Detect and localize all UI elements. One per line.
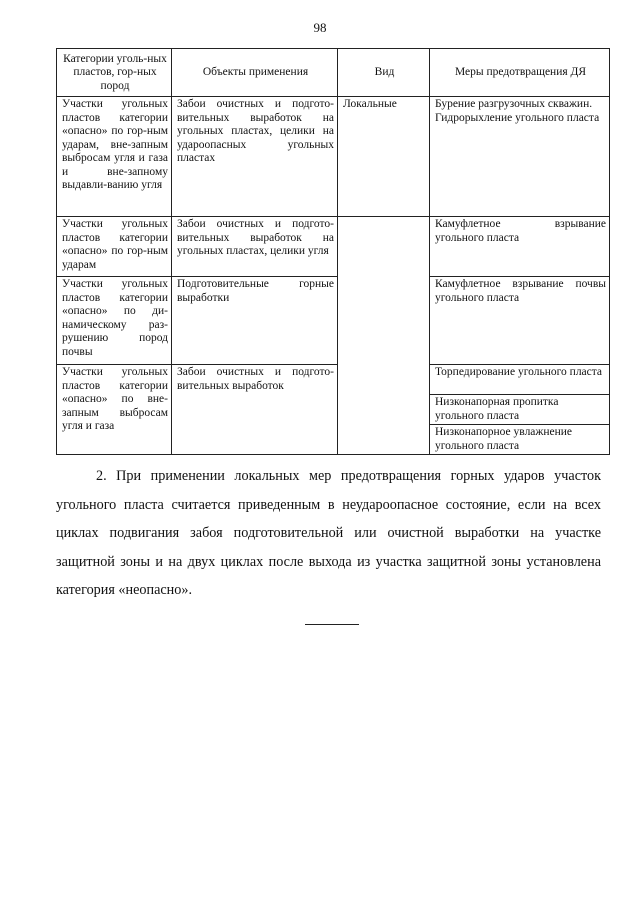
page-number: 98: [313, 20, 327, 35]
row-measures: [430, 277, 610, 365]
header-measures: Меры предотвращения ДЯ: [430, 49, 610, 97]
header-vid: Вид: [338, 49, 430, 97]
row-category: Участки угольных пластов категории «опасно» по гор-ным ударам, вне-запным выбросам угля и газа и вне-запному выдавли-ванию угля: [57, 97, 172, 217]
measure-item: Низконапорная пропитка угольного пласта: [430, 395, 609, 425]
table-row: [57, 277, 610, 365]
table-row: [57, 365, 610, 455]
row-category: Участки угольных пластов категории «опасно» по вне-запным выбросам угля и газа: [57, 365, 172, 455]
row-measures: [430, 365, 610, 455]
row-category: Участки угольных пластов категории «опасно» по гор-ным ударам: [57, 217, 172, 277]
measure-item: Гидрорыхление угольного пласта: [435, 111, 600, 124]
row-measures: [430, 97, 610, 217]
header-objects: Объекты применения: [172, 49, 338, 97]
table-row: [57, 217, 610, 277]
row-objects: Забои очистных и подгото-вительных выработок: [172, 365, 338, 455]
row-objects: Подготовительные горные выработки: [172, 277, 338, 365]
header-category: Категории уголь-ных пластов, гор-ных пород: [57, 49, 172, 97]
row-vid: Локальные: [338, 97, 430, 217]
row-category: Участки угольных пластов категории «опасно» по ди-намическому раз-рушению пород почвы: [57, 277, 172, 365]
table-header-row: [57, 49, 610, 97]
body-paragraph: 2. При применении локальных мер предотвращения горных ударов участок угольного пласта считается приведенным в неудароопасное состояние, если на всех циклах подвигания забоя подготовительной или очистной выработки на участке защитной зоны и на двух циклах после выхода из участка защитной зоны установлена категория «неопасно».: [56, 468, 601, 598]
measure-item: Бурение разгрузочных скважин.: [435, 98, 593, 110]
measure-item: Камуфлетное взрывание угольного пласта: [435, 218, 606, 244]
measures-table: [56, 48, 610, 455]
row-objects: Забои очистных и подгото-вительных выработок на угольных пластах, целики угля: [172, 217, 338, 277]
row-objects: Забои очистных и подгото-вительных выработок на угольных пластах, целики на удароопасных угольных пластах: [172, 97, 338, 217]
table-row: [57, 97, 610, 217]
measure-item: Низконапорное увлажнение угольного пласта: [435, 426, 573, 452]
measure-item: Камуфлетное взрывание почвы угольного пласта: [435, 278, 606, 304]
end-rule: [305, 624, 359, 625]
row-measures: [430, 217, 610, 277]
measure-item: Торпедирование угольного пласта: [430, 365, 609, 395]
row-vid-merged: [338, 217, 430, 455]
